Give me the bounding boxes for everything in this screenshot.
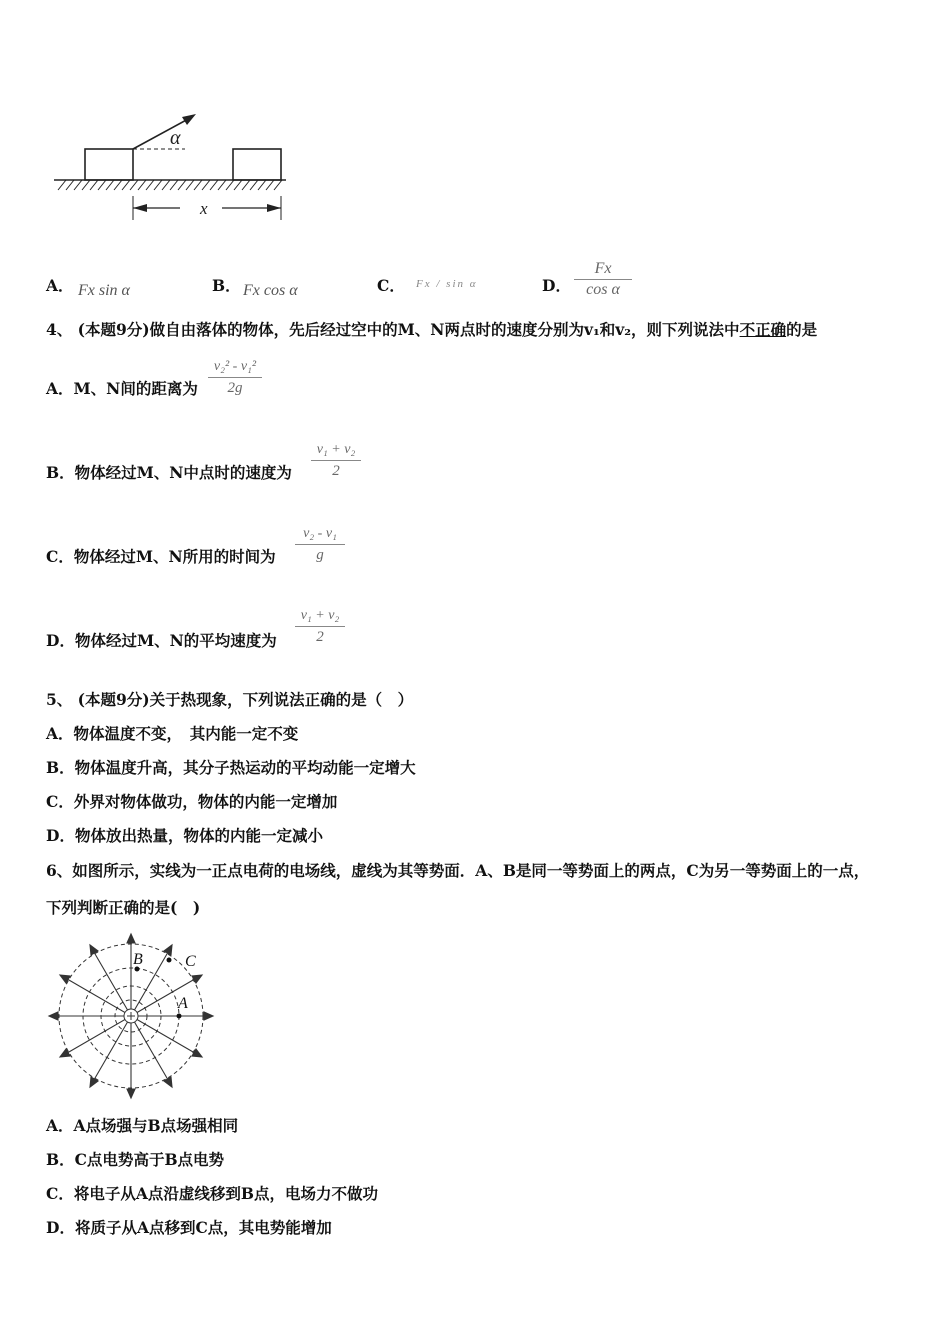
q5-option-b: B．物体温度升高，其分子热运动的平均动能一定增大 — [46, 758, 416, 777]
q3-d-numerator: Fx — [594, 260, 612, 277]
q3-option-a-label: A． — [46, 276, 74, 295]
q4-stem-underlined: 不正确 — [739, 320, 787, 339]
q4-d-numerator: v₁ + v₂ — [300, 608, 340, 623]
label-b: B — [133, 951, 143, 968]
label-c: C — [185, 953, 196, 970]
q6-option-b: B．C点电势高于B点电势 — [46, 1150, 225, 1169]
q4-option-d: D．物体经过M、N的平均速度为 — [46, 631, 277, 650]
point-a — [177, 1014, 182, 1019]
q5-option-d: D．物体放出热量，物体的内能一定减小 — [46, 826, 323, 845]
q4-c-denominator: g — [316, 547, 324, 563]
q4-option-a: A．M、N间的距离为 — [46, 379, 198, 398]
q4-option-a-fraction — [208, 358, 262, 397]
q4-d-denominator: 2 — [316, 629, 324, 645]
q3-option-d-fraction — [574, 260, 632, 299]
q3-option-b-expr: Fx cos α — [243, 282, 298, 299]
q4-a-denominator: 2g — [227, 380, 243, 396]
x-label: x — [200, 199, 208, 218]
q4-option-b: B．物体经过M、N中点时的速度为 — [46, 463, 292, 482]
q3-option-b-label: B． — [212, 276, 241, 295]
q6-option-d: D．将质子从A点移到C点，其电势能增加 — [46, 1218, 332, 1237]
q4-option-b-fraction — [311, 441, 361, 480]
q4-c-numerator: v₂ - v₁ — [303, 526, 337, 541]
q4-option-d-fraction — [295, 607, 345, 646]
q4-stem: 4、 (本题9分)做自由落体的物体，先后经过空中的M、N两点时的速度分别为v₁和v₂，则下列说法中不正确的是 — [46, 320, 818, 339]
force-diagram — [50, 108, 300, 228]
q4-option-c-fraction — [295, 525, 345, 564]
q3-d-denominator: cos α — [586, 281, 620, 298]
q5-option-c: C．外界对物体做功，物体的内能一定增加 — [46, 792, 338, 811]
q4-option-c: C．物体经过M、N所用的时间为 — [46, 547, 276, 566]
q6-option-c: C．将电子从A点沿虚线移到B点，电场力不做功 — [46, 1184, 378, 1203]
q3-option-c-label: C． — [377, 276, 405, 295]
q6-stem-line1: 6、如图所示，实线为一正点电荷的电场线，虚线为其等势面．A、B是同一等势面上的两点，C为另一等势面上的一点， — [46, 861, 870, 880]
label-a: A — [178, 995, 188, 1012]
q6-stem-line2: 下列判断正确的是( ) — [46, 898, 201, 917]
alpha-label: α — [170, 127, 181, 149]
q6-option-a: A．A点场强与B点场强相同 — [46, 1116, 239, 1135]
q4-b-denominator: 2 — [332, 463, 340, 479]
q3-option-d-label: D． — [542, 276, 571, 295]
q4-b-numerator: v₁ + v₂ — [316, 442, 356, 457]
q3-option-c-expr: Fx / sin α — [416, 278, 478, 290]
q4-a-numerator: v₂² - v₁² — [213, 359, 257, 374]
electric-field-diagram — [47, 932, 217, 1102]
q5-stem: 5、 (本题9分)关于热现象，下列说法正确的是（ ） — [46, 690, 414, 709]
q5-option-a: A．物体温度不变， 其内能一定不变 — [46, 724, 299, 743]
q3-option-a-expr: Fx sin α — [78, 282, 130, 299]
point-c — [167, 958, 172, 963]
